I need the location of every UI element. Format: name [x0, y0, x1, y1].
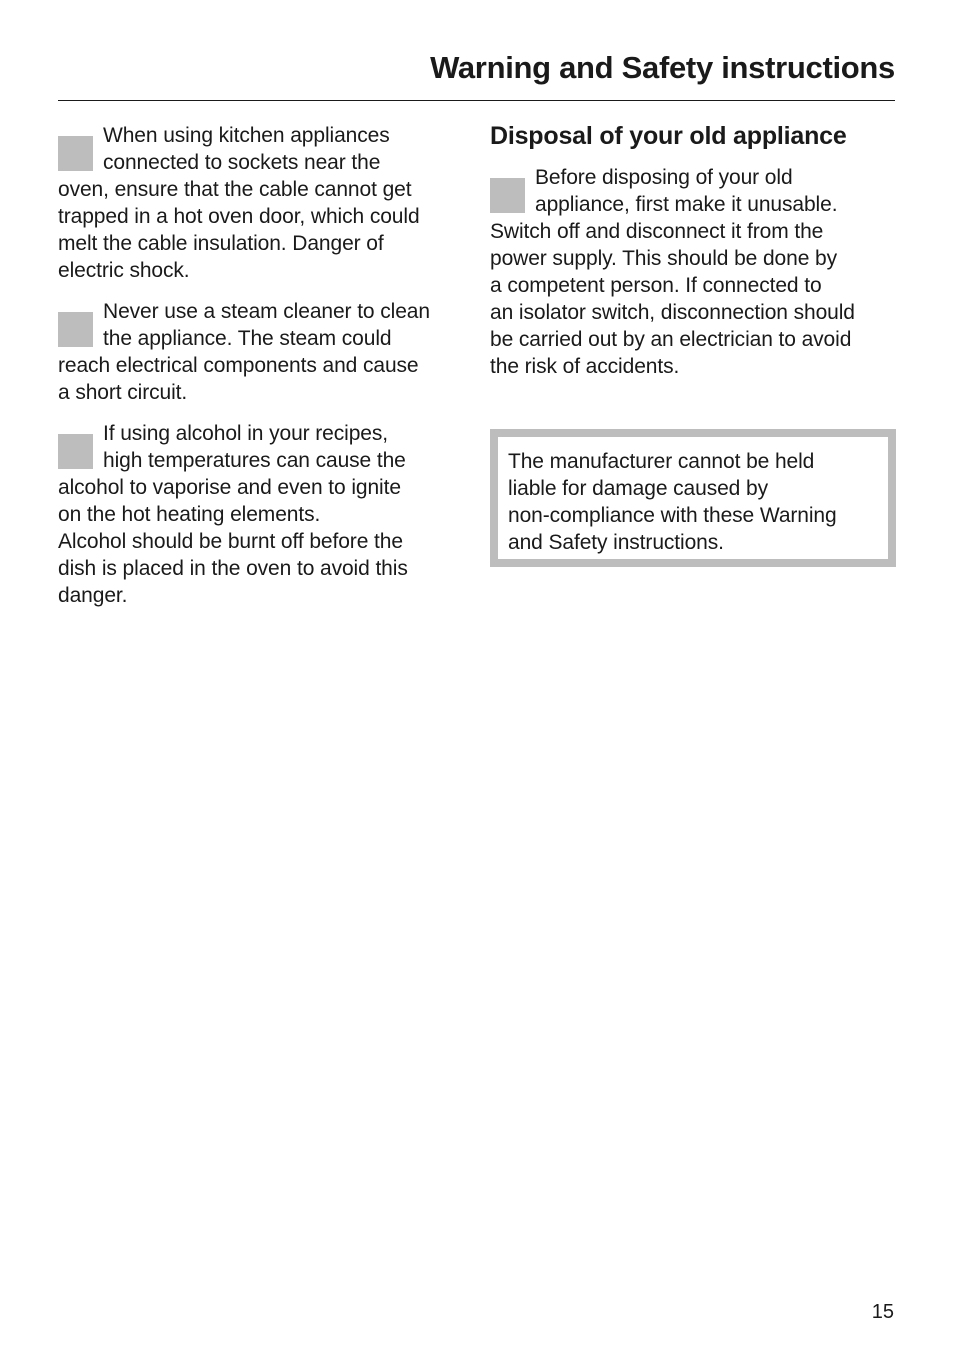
text-line: liable for damage caused by: [508, 477, 768, 500]
warning-marker-icon: [490, 178, 525, 213]
text-line: a short circuit.: [58, 381, 188, 404]
text-line: non-compliance with these Warning: [508, 504, 837, 527]
text-line: alcohol to vaporise and even to ignite: [58, 476, 401, 499]
warning-paragraph-cable: [58, 122, 468, 284]
text-line: on the hot heating elements.: [58, 503, 321, 526]
warning-marker-icon: [58, 434, 93, 469]
text-line: connected to sockets near the: [103, 151, 381, 174]
text-line: Alcohol should be burnt off before the: [58, 530, 403, 553]
text-line: and Safety instructions.: [508, 531, 724, 554]
text-line: high temperatures can cause the: [103, 449, 406, 472]
title-divider: [58, 100, 895, 101]
disposal-paragraph: [490, 164, 900, 380]
text-line: If using alcohol in your recipes,: [103, 422, 389, 445]
text-line: danger.: [58, 584, 128, 607]
text-line: When using kitchen appliances: [103, 124, 390, 147]
text-line: appliance, first make it unusable.: [535, 193, 838, 216]
text-line: electric shock.: [58, 259, 190, 282]
left-column: [58, 122, 468, 609]
text-line: the appliance. The steam could: [103, 327, 392, 350]
text-line: oven, ensure that the cable cannot get: [58, 178, 412, 201]
liability-notice-text: [508, 448, 878, 556]
text-line: Never use a steam cleaner to clean: [103, 300, 430, 323]
text-line: Before disposing of your old: [535, 166, 793, 189]
warning-marker-icon: [58, 312, 93, 347]
text-line: Switch off and disconnect it from the: [490, 220, 824, 243]
text-line: power supply. This should be done by: [490, 247, 838, 270]
text-line: melt the cable insulation. Danger of: [58, 232, 384, 255]
warning-paragraph-alcohol: [58, 420, 468, 609]
text-line: an isolator switch, disconnection should: [490, 301, 855, 324]
text-line: trapped in a hot oven door, which could: [58, 205, 420, 228]
warning-paragraph-steam: [58, 298, 468, 406]
page-number: 15: [871, 1301, 894, 1323]
right-column: [490, 122, 900, 380]
section-heading-disposal: Disposal of your old appliance: [490, 122, 847, 150]
text-line: the risk of accidents.: [490, 355, 680, 378]
text-line: be carried out by an electrician to avoid: [490, 328, 852, 351]
text-line: a competent person. If connected to: [490, 274, 822, 297]
warning-marker-icon: [58, 136, 93, 171]
text-line: The manufacturer cannot be held: [508, 450, 815, 473]
text-line: dish is placed in the oven to avoid this: [58, 557, 408, 580]
page-title: Warning and Safety instructions: [430, 50, 895, 85]
liability-notice-box: [490, 429, 896, 567]
text-line: reach electrical components and cause: [58, 354, 419, 377]
